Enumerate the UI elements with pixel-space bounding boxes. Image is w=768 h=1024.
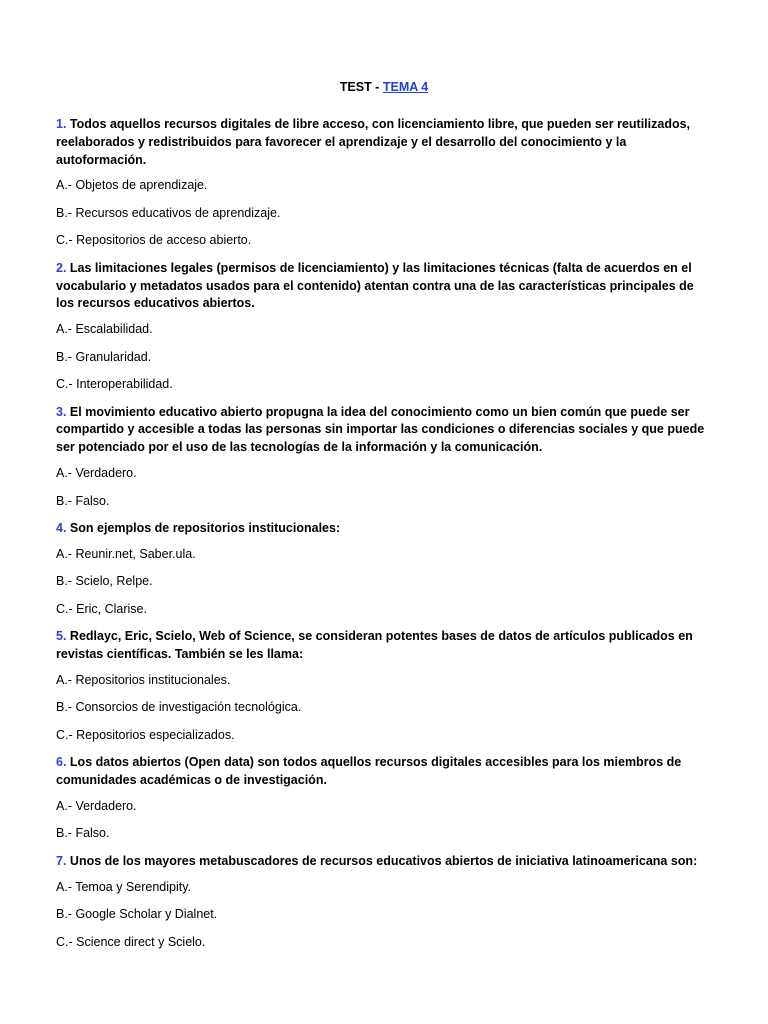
question-number: 4.	[56, 521, 67, 536]
option-a: A.- Reunir.net, Saber.ula.	[56, 546, 196, 561]
question-number: 5.	[56, 629, 67, 644]
question-3	[56, 404, 712, 511]
option-b: B.- Falso.	[56, 493, 110, 508]
option-b: B.- Consorcios de investigación tecnológica.	[56, 700, 302, 715]
question-text	[56, 404, 712, 457]
option-a: A.- Repositorios institucionales.	[56, 672, 231, 687]
question-number: 3.	[56, 404, 67, 419]
question-statement: Todos aquellos recursos digitales de libre acceso, con licenciamiento libre, que pueden ser reutilizados, reelaborados y redistribuidos para favorecer el aprendizaje y el desarrollo del conocimiento y la autoformación.	[56, 117, 691, 167]
question-text	[56, 260, 712, 313]
option-c: C.- Science direct y Scielo.	[56, 934, 206, 949]
question-7	[56, 853, 712, 952]
title-prefix: TEST -	[339, 80, 380, 94]
option-b: B.- Falso.	[56, 826, 110, 841]
question-statement: Unos de los mayores metabuscadores de recursos educativos abiertos de iniciativa latinoamericana son:	[69, 853, 698, 868]
question-2	[56, 260, 712, 394]
question-text	[56, 520, 712, 538]
option-a: A.- Objetos de aprendizaje.	[56, 178, 208, 193]
option-c: C.- Repositorios especializados.	[56, 727, 235, 742]
question-number: 2.	[56, 260, 67, 275]
option-b: B.- Google Scholar y Dialnet.	[56, 907, 218, 922]
option-c: C.- Repositorios de acceso abierto.	[56, 233, 252, 248]
question-5	[56, 628, 712, 744]
option-b: B.- Recursos educativos de aprendizaje.	[56, 205, 281, 220]
option-b: B.- Scielo, Relpe.	[56, 574, 153, 589]
question-4	[56, 520, 712, 619]
option-a: A.- Escalabilidad.	[56, 322, 153, 337]
question-statement: El movimiento educativo abierto propugna la idea del conocimiento como un bien común que puede ser compartido y accesible a todas las personas sin importar las condiciones o diferencias sociales y que puede ser potenciado por el uso de las tecnologías de la información y la comunicación.	[56, 404, 705, 455]
question-text	[56, 628, 712, 664]
option-a: A.- Verdadero.	[56, 466, 137, 481]
question-number: 1.	[56, 117, 67, 131]
question-number: 6.	[56, 755, 67, 770]
option-a: A.- Temoa y Serendipity.	[56, 879, 192, 894]
page-title	[56, 78, 712, 96]
question-6	[56, 754, 712, 843]
question-text	[56, 853, 712, 871]
question-text	[56, 116, 712, 169]
question-text	[56, 754, 712, 790]
question-number: 7.	[56, 853, 67, 868]
option-c: C.- Eric, Clarise.	[56, 601, 147, 616]
question-statement: Redlayc, Eric, Scielo, Web of Science, se consideran potentes bases de datos de artículos publicados en revistas científicas. También se les llama:	[56, 629, 693, 662]
option-c: C.- Interoperabilidad.	[56, 377, 173, 392]
option-b: B.- Granularidad.	[56, 349, 152, 364]
question-statement: Las limitaciones legales (permisos de licenciamiento) y las limitaciones técnicas (falta de acuerdos en el vocabulario y metadatos usados para el contenido) atentan contra una de las características principales de los recursos educativos abiertos.	[56, 260, 694, 311]
question-1	[56, 116, 712, 250]
question-statement: Los datos abiertos (Open data) son todos aquellos recursos digitales accesibles para los miembros de comunidades académicas o de investigación.	[56, 755, 682, 788]
tema-4-link[interactable]: TEMA 4	[382, 80, 429, 94]
option-a: A.- Verdadero.	[56, 798, 137, 813]
question-statement: Son ejemplos de repositorios institucionales:	[69, 521, 341, 536]
